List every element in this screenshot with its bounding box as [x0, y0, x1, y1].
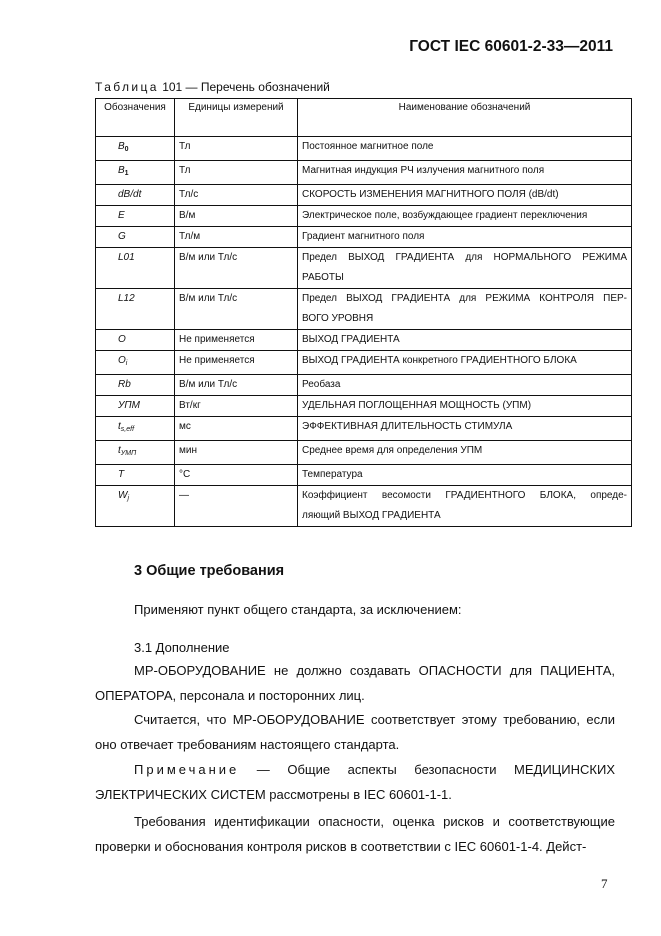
unit-cell: °C	[175, 465, 298, 486]
symbol-cell	[96, 248, 175, 289]
col-header-unit: Единицы измерений	[175, 99, 298, 137]
name-line: Температура	[302, 469, 363, 480]
symbol-text: G	[118, 231, 126, 242]
name-cell	[298, 465, 632, 486]
table-row	[96, 375, 632, 396]
unit-cell: В/м	[175, 206, 298, 227]
unit-cell: Тл	[175, 161, 298, 185]
symbol-text: Rb	[118, 379, 131, 390]
symbol-text: O	[118, 334, 126, 345]
name-cell	[298, 396, 632, 417]
name-cell	[298, 248, 632, 289]
name-cell	[298, 351, 632, 375]
name-line: Электрическое поле, возбуждающее градиент переключения	[302, 210, 588, 221]
symbol-text: t	[118, 445, 121, 456]
name-cell	[298, 137, 632, 161]
name-cell	[298, 375, 632, 396]
paragraph-3: МР-ОБОРУДОВАНИЕ не должно создавать ОПАСНОСТИ для ПАЦИЕНТА, ОПЕРАТОРА, персонала и посторонних лиц.	[95, 663, 615, 703]
table-row	[96, 441, 632, 465]
paragraph-5: Требования идентификации опасности, оценка рисков и соответствующие проверки и обоснования контроля рисков в соответствии с IEC 60601-1-4. Дейст-	[95, 814, 615, 854]
unit-cell: мс	[175, 417, 298, 441]
name-line: Среднее время для определения УПМ	[302, 445, 483, 456]
table-row	[96, 396, 632, 417]
name-line: Реобаза	[302, 379, 341, 390]
symbol-text: t	[118, 421, 121, 432]
name-cell	[298, 330, 632, 351]
name-line: Предел ВЫХОД ГРАДИЕНТА для РЕЖИМА КОНТРОЛЯ ПЕР-	[302, 293, 627, 304]
note-word: Примечание	[134, 762, 240, 777]
symbol-subscript: i	[125, 360, 128, 367]
symbol-text: O	[118, 355, 126, 366]
subsection-title: 3.1 Дополнение	[134, 640, 230, 655]
symbol-cell	[96, 137, 175, 161]
unit-cell: Вт/кг	[175, 396, 298, 417]
note-text: — Общие аспекты безопасности МЕДИЦИНСКИХ ЭЛЕКТРИЧЕСКИХ СИСТЕМ рассмотрены в IEC 60601-1-1.	[95, 762, 615, 802]
unit-cell: Не применяется	[175, 351, 298, 375]
name-line: ЭФФЕКТИВНАЯ ДЛИТЕЛЬНОСТЬ СТИМУЛА	[302, 421, 513, 432]
col-header-name: Наименование обозначений	[298, 99, 632, 137]
name-cell	[298, 185, 632, 206]
symbol-cell	[96, 375, 175, 396]
symbol-cell	[96, 206, 175, 227]
symbol-cell	[96, 227, 175, 248]
name-cell	[298, 206, 632, 227]
unit-cell: В/м или Тл/с	[175, 375, 298, 396]
symbol-text: W	[118, 490, 128, 501]
name-line: Градиент магнитного поля	[302, 231, 425, 242]
symbol-subscript: s,eff	[120, 426, 135, 433]
symbol-subscript: УМП	[120, 450, 137, 457]
caption-rest: 101 — Перечень обозначений	[158, 80, 330, 94]
name-line: РАБОТЫ	[302, 272, 344, 283]
symbol-cell	[96, 330, 175, 351]
paragraph-1: Применяют пункт общего стандарта, за исключением:	[134, 602, 462, 617]
table-row	[96, 248, 632, 289]
symbol-cell	[96, 417, 175, 441]
note	[95, 757, 615, 807]
symbol-text: B	[118, 165, 125, 176]
unit-cell: Не применяется	[175, 330, 298, 351]
name-line: ВОГО УРОВНЯ	[302, 313, 374, 324]
table-row	[96, 185, 632, 206]
col-header-symbol: Обозначения	[96, 99, 175, 137]
symbol-text: L12	[118, 293, 135, 304]
symbol-cell	[96, 351, 175, 375]
table-row	[96, 465, 632, 486]
name-line: ВЫХОД ГРАДИЕНТА конкретного ГРАДИЕНТНОГО БЛОКА	[302, 355, 577, 366]
symbol-text: T	[118, 469, 125, 480]
unit-cell: —	[175, 486, 298, 527]
symbol-cell	[96, 161, 175, 185]
caption-word: Таблица	[95, 80, 159, 94]
symbol-text: dB/dt	[118, 189, 142, 200]
table-row	[96, 161, 632, 185]
table-row	[96, 206, 632, 227]
section-title: 3 Общие требования	[134, 563, 285, 579]
symbol-cell	[96, 486, 175, 527]
name-line: Коэффициент весомости ГРАДИЕНТНОГО БЛОКА, опреде-	[302, 490, 627, 501]
name-cell	[298, 441, 632, 465]
symbol-subscript: 0	[124, 146, 129, 153]
table-row	[96, 351, 632, 375]
name-line: ляющий ВЫХОД ГРАДИЕНТА	[302, 510, 441, 521]
symbol-cell	[96, 185, 175, 206]
table-row	[96, 486, 632, 527]
symbol-subscript: 1	[124, 170, 129, 177]
name-cell	[298, 417, 632, 441]
symbols-table	[95, 98, 632, 527]
unit-cell: В/м или Тл/с	[175, 248, 298, 289]
symbol-cell	[96, 289, 175, 330]
table-row	[96, 227, 632, 248]
standard-header: ГОСТ IEC 60601-2-33—2011	[409, 38, 613, 55]
name-cell	[298, 161, 632, 185]
symbol-text: L01	[118, 252, 135, 263]
name-line: Постоянное магнитное поле	[302, 141, 434, 152]
name-line: Предел ВЫХОД ГРАДИЕНТА для НОРМАЛЬНОГО РЕЖИМА	[302, 252, 627, 263]
unit-cell: Тл	[175, 137, 298, 161]
table-row	[96, 417, 632, 441]
name-cell	[298, 227, 632, 248]
name-line: ВЫХОД ГРАДИЕНТА	[302, 334, 400, 345]
symbol-text: B	[118, 141, 125, 152]
table-row	[96, 137, 632, 161]
name-line: Магнитная индукция РЧ излучения магнитного поля	[302, 165, 545, 176]
symbol-cell	[96, 396, 175, 417]
name-cell	[298, 486, 632, 527]
table-row	[96, 330, 632, 351]
symbol-text: УПМ	[118, 400, 140, 411]
unit-cell: Тл/с	[175, 185, 298, 206]
name-line: СКОРОСТЬ ИЗМЕНЕНИЯ МАГНИТНОГО ПОЛЯ (dB/dt)	[302, 189, 559, 200]
paragraph-4: Считается, что МР-ОБОРУДОВАНИЕ соответствует этому требованию, если оно отвечает требованиям настоящего стандарта.	[95, 712, 615, 752]
unit-cell: Тл/м	[175, 227, 298, 248]
unit-cell: В/м или Тл/с	[175, 289, 298, 330]
symbol-text: E	[118, 210, 125, 221]
page-number: 7	[601, 876, 608, 891]
unit-cell: мин	[175, 441, 298, 465]
table-caption	[95, 80, 330, 94]
name-cell	[298, 289, 632, 330]
symbol-cell	[96, 441, 175, 465]
table-header-row	[96, 99, 632, 137]
name-line: УДЕЛЬНАЯ ПОГЛОЩЕННАЯ МОЩНОСТЬ (УПМ)	[302, 400, 532, 411]
symbol-cell	[96, 465, 175, 486]
table-row	[96, 289, 632, 330]
symbol-subscript: j	[127, 495, 130, 502]
